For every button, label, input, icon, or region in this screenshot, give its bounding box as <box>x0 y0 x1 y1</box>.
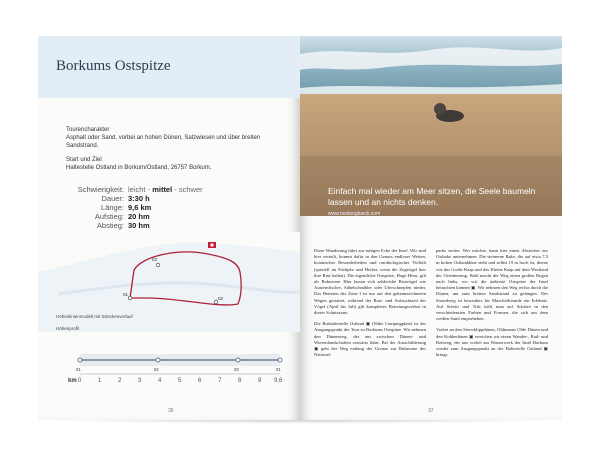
paragraph: Die Bushaltestelle Ostland ▣ (Nähe Campingplatz) ist der Ausgangspunkt der Tour zu Borkums Ostspitze. Wir nehmen den Dünenweg, der am zwischen Dünen- und Wiesenlandschaften ostwärts führt. Bei der Ausschilderung ▣ geht der Weg entlang der Grenze zur Ruhezone des National- <box>314 321 426 358</box>
text-column-1 <box>314 248 426 363</box>
profile-waypoint-02 <box>156 358 160 362</box>
difficulty-key: Schwierigkeit: <box>77 185 124 194</box>
km-tick-1: 1 <box>98 378 102 384</box>
page-title: Borkums Ostspitze <box>56 58 171 74</box>
camera-lens-icon <box>210 243 213 246</box>
start-text: Haltestelle Ostland in Borkum/Ostland, 26757 Borkum. <box>66 165 212 171</box>
profile-wp-label-1: 01 <box>76 367 81 372</box>
km-tick-9: 9 <box>258 378 262 384</box>
km-tick-4: 4 <box>158 378 162 384</box>
length-value: 9,6 km <box>128 203 152 212</box>
profile-waypoint-01-end <box>278 358 282 362</box>
difficulty-scale: leicht - mittel - schwer <box>128 185 203 194</box>
seal-head <box>434 103 446 115</box>
map-caption: Höhenlinienmodell mit Streckenverlauf <box>56 314 133 319</box>
tour-character-text: Asphalt oder Sand, vorbei an hohen Dünen, Salzwiesen und über breiten Sandstrand. <box>66 135 261 149</box>
profile-wp-label-4: 01 <box>276 367 281 372</box>
page-number-right: 37 <box>428 408 434 414</box>
photo-credit-url: www.nestenglueck.com <box>328 211 381 217</box>
difficulty-easy: leicht <box>128 185 146 194</box>
profile-wp-label-2: 02 <box>154 367 159 372</box>
km-tick-8: 8 <box>238 378 242 384</box>
km-tick-9-6: 9,6 <box>274 378 283 384</box>
profile-waypoint-03 <box>236 358 240 362</box>
waypoint-01-label: 01 <box>123 292 129 297</box>
length-key: Länge: <box>101 203 124 212</box>
open-book <box>38 36 562 420</box>
duration-key: Dauer: <box>101 194 124 203</box>
waypoint-03-marker <box>156 263 160 267</box>
elevation-profile <box>38 336 300 396</box>
waypoint-02-label: 02 <box>218 296 224 301</box>
km-tick-7: 7 <box>218 378 222 384</box>
difficulty-hard: schwer <box>178 185 203 194</box>
profile-caption: Höhenprofil <box>56 326 80 331</box>
profile-waypoint-01-start <box>78 358 82 362</box>
km-tick-2: 2 <box>118 378 122 384</box>
paragraph: Vorbei an den Sterrsklippdünen, Oldmanns Olde Dünen und den Kobbedünen ▣ erreichen wir einen Wander-, Rad- und Reitweg, der uns vorbei am Wasserwerk der Insel Borkum wieder zum Ausgangspunkt an der Haltestelle Ostland ▣ bringt. <box>436 327 548 358</box>
start-label: Start und Ziel <box>66 157 102 163</box>
waypoint-01-marker <box>128 296 132 300</box>
km-tick-5: 5 <box>178 378 182 384</box>
text-column-2 <box>436 248 548 363</box>
duration-value: 3:30 h <box>128 194 150 203</box>
km-tick-6: 6 <box>198 378 202 384</box>
km-tick-0: 0 <box>78 378 82 384</box>
ascent-value: 20 hm <box>128 212 150 221</box>
ascent-key: Aufstieg: <box>94 212 124 221</box>
photo-quote: Einfach mal wieder am Meer sitzen, die Seele baumeln lassen und an nichts denken. <box>328 186 536 207</box>
profile-wp-label-3: 03 <box>234 367 239 372</box>
page-number-left: 36 <box>168 408 174 414</box>
difficulty-medium: mittel <box>152 185 173 194</box>
title-header <box>38 36 300 98</box>
paragraph: Diese Wanderung führt zur ruhigen Ecke der Insel. Wir sind hier verteilt, kommt dafür in den Genuss endloser Weiten, botanischer Besonderheiten und ornithologischer Vielfalt (speziell im Frühjahr und Herbst, wenn die Zugvögel hier ihre Rast halten). Die eigentliche Ostspitze, Hoge Hörn, gilt als Ruhezone. Hier lassen sich zahlreiche Brutvögel wie Austernfischer, Säbelschnäbler oder Uferschnepfen nieder. Das Betreten der Zone I ist nur auf den gekennzeichneten Wegen gestattet, während der Brut- und Aufzuchtzeit der Vögel (April bis Juli) gilt komplettes Betretungsverbot in dieser Schutzzone. <box>314 248 426 316</box>
left-page <box>38 36 300 420</box>
waypoint-03-label: 03 <box>152 257 158 262</box>
descent-value: 30 hm <box>128 221 150 230</box>
km-tick-3: 3 <box>138 378 142 384</box>
tour-character-label: Tourencharakter <box>66 127 110 133</box>
paragraph: parks weiter. Wer möchte, kann hier einen Abstecher zur Ostbake unternehmen. Die steinerne Bake, die auf etwa 7,5 m hohen Ostlanddüne steht und selbst 19 m hoch ist, diente wie das Große Kaap und das Kleine Kaap auf dem Westland der Orientierung. Bald macht der Weg einen großen Bogen nach links, wo wir die äußerste Ostspitze der Insel betrachten können ▣. Wir nehmen den Weg rechts durch die Dünen, um zum breiten Sandstrand zu gelangen. Der Strandweg ist besonders für Muschelfreunde ein Erlebnis. Auf Schritt und Tritt trifft man auf Schätze in den verschiedensten Farben und Formen, die sich aus dem weißen Sand emporheben. <box>436 248 548 322</box>
km-unit-label: km <box>68 378 77 384</box>
descent-key: Abstieg: <box>96 221 124 230</box>
right-page <box>300 36 562 420</box>
